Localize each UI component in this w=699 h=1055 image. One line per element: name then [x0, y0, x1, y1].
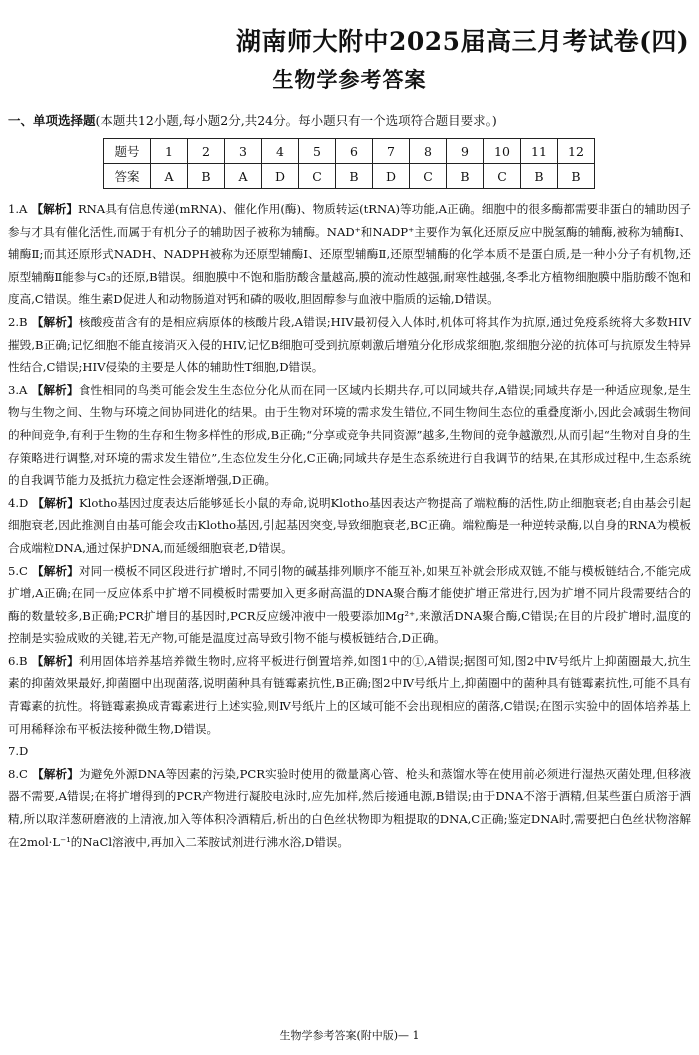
item-number: 2.B	[8, 314, 28, 329]
answer-cell: B	[188, 164, 225, 189]
question-number: 5	[299, 139, 336, 164]
answer-table-row-numbers	[104, 139, 595, 164]
explanation-text: 对同一模板不同区段进行扩增时,不同引物的碱基排列顺序不能互补,如果互补就会形成双链,不能与模板链结合,不能完成扩增,A正确;在同一反应体系中扩增不同模板时需要加入更多耐高温的DNA聚合酶才能使扩增正常进行,因为扩增不同片段需要结合的酶的数量较多,B正确;PCR扩增目的基因时,PCR反应缓冲液中一般要添加Mg²⁺,来激活DNA聚合酶,C错误;在目的片段扩增时,温度的控制是实验成败的关键,若无产物,可能是温度过高导致引物不能与模板链结合,D正确。	[8, 563, 691, 646]
question-number: 6	[336, 139, 373, 164]
explanation-item	[8, 379, 691, 492]
section-label: 一、单项选择题	[8, 113, 96, 128]
explanation-text: RNA具有信息传递(mRNA)、催化作用(酶)、物质转运(tRNA)等功能,A正确。细胞中的很多酶都需要非蛋白的辅助因子参与才具有催化活性,而属于有机分子的辅助因子被称为辅酶。NAD⁺和NADP⁺主要作为氧化还原反应中脱氢酶的辅酶,被称为辅酶Ⅰ、辅酶Ⅱ;而其还原形式NADH、NADPH被称为还原型辅酶Ⅰ、还原型辅酶Ⅱ,还原型辅酶的化学本质不是蛋白质,是一种小分子有机物,还原型辅酶Ⅱ能参与C₃的还原,B错误。细胞膜中不饱和脂肪酸含量越高,膜的流动性越强,耐寒性越强,冬季北方植物细胞膜中脂肪酸不饱和度高,C错误。维生素D促进人和动物肠道对钙和磷的吸收,胆固醇参与血液中脂质的运输,D错误。	[8, 202, 691, 307]
answer-cell: B	[336, 164, 373, 189]
answer-cell: C	[299, 164, 336, 189]
explanation-item	[8, 560, 691, 650]
question-number: 12	[558, 139, 595, 164]
analysis-tag: 【解析】	[31, 202, 78, 216]
explanation-text: 食性相同的鸟类可能会发生生态位分化从而在同一区域内长期共存,可以同域共存,A错误;同域共存是一种适应现象,是生物与生物之间、生物与环境之间协同进化的结果。由于生物对环境的需求发生错位,不同生物间生态位的重叠度渐小,因此会减弱生物间的种间竞争,有利于生物的生存和生物多样性的形成,B正确;“分享或竞争共同资源”越多,生物间的竞争越激烈,从而引起“生物对自身的生存策略进行调整,对环境的需求发生错位”,生态位发生分化,C正确;同域共存是生态系统进行自我调节的结果,在其形成过程中,生态系统的自我调节能力及抵抗力稳定性会逐渐增强,D正确。	[8, 382, 692, 488]
answer-cell: A	[151, 164, 188, 189]
analysis-tag: 【解析】	[31, 314, 79, 329]
section-description: (本题共12小题,每小题2分,共24分。每小题只有一个选项符合题目要求。)	[95, 113, 497, 128]
explanation-item	[8, 492, 691, 560]
page-footer: 生物学参考答案(附中版)— 1	[279, 1029, 420, 1042]
answer-table	[103, 138, 595, 189]
question-number: 7	[373, 139, 410, 164]
explanation-item	[8, 763, 691, 853]
analysis-tag: 【解析】	[32, 495, 79, 510]
question-number: 10	[484, 139, 521, 164]
explanation-text: 核酸疫苗含有的是相应病原体的核酸片段,A错误;HIV最初侵入人体时,机体可将其作为抗原,通过免疫系统将大多数HIV摧毁,B正确;记忆细胞不能直接消灭入侵的HIV,记忆B细胞可受到抗原刺激后增殖分化形成浆细胞,浆细胞分泌的抗体可与抗原发生特异性结合,C错误;HIV侵染的主要是人体的辅助性T细胞,D错误。	[8, 314, 691, 375]
page-subtitle: 生物学参考答案	[272, 68, 427, 92]
explanation-item	[8, 740, 691, 763]
answer-cell: C	[410, 164, 447, 189]
question-number: 1	[151, 139, 188, 164]
row-label-number: 题号	[104, 139, 151, 164]
explanation-item	[8, 198, 691, 311]
exam-title: 湖南师大附中2025届高三月考试卷(四)	[236, 27, 690, 56]
answer-cell: A	[225, 164, 262, 189]
section-heading	[8, 111, 497, 129]
answer-cell: D	[373, 164, 410, 189]
item-number: 7.D	[8, 744, 29, 759]
explanation-text: 为避免外源DNA等因素的污染,PCR实验时使用的微量离心管、枪头和蒸馏水等在使用前必须进行湿热灭菌处理,但移液器不需要,A错误;在将扩增得到的PCR产物进行凝胶电泳时,应先加样,然后接通电源,B错误;由于DNA不溶于酒精,但某些蛋白质溶于酒精,所以取洋葱研磨液的上清液,加入等体积冷酒精后,析出的白色丝状物即为粗提取的DNA,C正确;鉴定DNA时,需要把白色丝状物溶解在2mol·L⁻¹的NaCl溶液中,再加入二苯胺试剂进行沸水浴,D错误。	[8, 766, 691, 849]
answer-cell: C	[484, 164, 521, 189]
explanations	[8, 198, 691, 853]
explanation-item	[8, 311, 691, 379]
answer-cell: B	[558, 164, 595, 189]
answer-cell: B	[521, 164, 558, 189]
analysis-tag: 【解析】	[31, 653, 79, 668]
question-number: 3	[225, 139, 262, 164]
question-number: 2	[188, 139, 225, 164]
answer-cell: D	[262, 164, 299, 189]
row-label-answer: 答案	[104, 164, 151, 189]
question-number: 8	[410, 139, 447, 164]
explanation-item	[8, 650, 691, 740]
analysis-tag: 【解析】	[31, 766, 79, 781]
question-number: 4	[262, 139, 299, 164]
answer-cell: B	[447, 164, 484, 189]
explanation-text: 利用固体培养基培养微生物时,应将平板进行倒置培养,如图1中的①,A错误;据图可知,图2中Ⅳ号纸片上抑菌圈最大,抗生素的抑菌效果最好,抑菌圈中出现菌落,说明菌种具有链霉素抗性,B正确;图2中Ⅳ号纸片上,抑菌圈中的菌种具有链霉素抗性,可能不具有青霉素的抗性。将链霉素换成青霉素进行上述实验,则Ⅳ号纸片上的区域可能不会出现相应的菌落,C错误;在图示实验中的固体培养基上可用稀释涂布平板法接种微生物,D错误。	[8, 653, 691, 736]
item-number: 3.A	[8, 382, 28, 397]
question-number: 9	[447, 139, 484, 164]
item-number: 5.C	[8, 563, 28, 578]
explanation-text: Klotho基因过度表达后能够延长小鼠的寿命,说明Klotho基因表达产物提高了端粒酶的活性,防止细胞衰老;自由基会引起细胞衰老,因此推测自由基可能会攻击Klotho基因,引起基因突变,导致细胞衰老,BC正确。端粒酶是一种逆转录酶,以自身的RNA为模板合成端粒DNA,通过保护DNA,而延缓细胞衰老,D错误。	[8, 495, 691, 555]
item-number: 1.A	[8, 202, 28, 216]
answer-table-row-answers	[104, 164, 595, 189]
item-number: 8.C	[8, 766, 28, 781]
item-number: 4.D	[8, 495, 29, 510]
question-number: 11	[521, 139, 558, 164]
item-number: 6.B	[8, 653, 28, 668]
analysis-tag: 【解析】	[31, 563, 79, 578]
analysis-tag: 【解析】	[31, 382, 79, 397]
